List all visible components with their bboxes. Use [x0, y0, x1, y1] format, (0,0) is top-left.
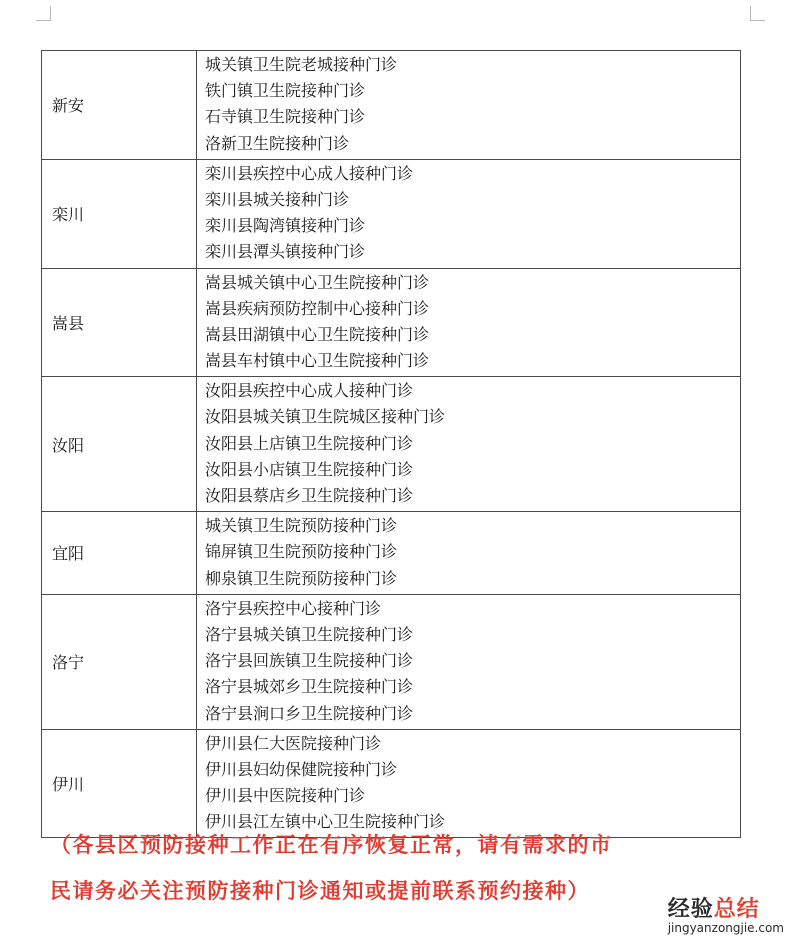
watermark-accent: 总结 — [713, 896, 760, 922]
clinic-item: 汝阳县城关镇卫生院城区接种门诊 — [205, 407, 446, 427]
clinic-item: 柳泉镇卫生院预防接种门诊 — [205, 568, 398, 588]
notice-line-1: （各县区预防接种工作正在有序恢复正常，请有需求的市 — [50, 833, 613, 857]
clinic-list-cell — [197, 159, 741, 268]
table-body — [42, 51, 741, 838]
clinic-item: 嵩县城关镇中心卫生院接种门诊 — [205, 272, 430, 292]
clinic-item: 城关镇卫生院预防接种门诊 — [205, 516, 398, 536]
county-cell: 栾川 — [42, 159, 197, 268]
clinic-list-cell — [197, 268, 741, 377]
watermark-url: jingyanzongjie.com — [667, 921, 784, 935]
clinic-item: 栾川县城关接种门诊 — [205, 189, 350, 209]
clinic-item: 汝阳县上店镇卫生院接种门诊 — [205, 433, 414, 453]
table-row — [42, 51, 741, 160]
clinic-item: 伊川县仁大医院接种门诊 — [205, 733, 382, 753]
clinic-item: 汝阳县疾控中心成人接种门诊 — [205, 381, 414, 401]
clinic-item: 汝阳县蔡店乡卫生院接种门诊 — [205, 486, 414, 505]
clinic-item: 洛新卫生院接种门诊 — [205, 133, 350, 153]
clinic-list-cell — [197, 51, 741, 160]
county-cell: 嵩县 — [42, 268, 197, 377]
notice-text — [50, 822, 770, 914]
clinic-item: 洛宁县疾控中心接种门诊 — [205, 598, 382, 618]
watermark-logo — [668, 892, 784, 935]
clinic-item: 洛宁县涧口乡卫生院接种门诊 — [205, 703, 414, 723]
vaccination-clinic-table — [41, 50, 741, 838]
clinic-item: 汝阳县小店镇卫生院接种门诊 — [205, 459, 414, 479]
clinic-item: 栾川县潭头镇接种门诊 — [205, 242, 366, 262]
clinic-item: 嵩县疾病预防控制中心接种门诊 — [205, 298, 430, 318]
table-row — [42, 159, 741, 268]
clinic-list-cell — [197, 594, 741, 729]
clinic-item: 伊川县妇幼保健院接种门诊 — [205, 759, 398, 779]
clinic-item: 嵩县田湖镇中心卫生院接种门诊 — [205, 324, 430, 344]
watermark-title — [668, 892, 784, 923]
clinic-item: 铁门镇卫生院接种门诊 — [205, 81, 366, 101]
county-cell: 宜阳 — [42, 512, 197, 595]
table-row — [42, 377, 741, 512]
clinic-item: 伊川县中医院接种门诊 — [205, 786, 366, 806]
county-cell: 新安 — [42, 51, 197, 160]
clinic-list-cell — [197, 377, 741, 512]
county-cell: 伊川 — [42, 729, 197, 838]
clinic-list-cell — [197, 512, 741, 595]
watermark-main: 经验 — [667, 896, 714, 922]
clinic-item: 石寺镇卫生院接种门诊 — [205, 107, 366, 127]
clinic-item: 洛宁县城关镇卫生院接种门诊 — [205, 624, 414, 644]
clinic-item: 洛宁县城郊乡卫生院接种门诊 — [205, 677, 414, 697]
county-cell: 洛宁 — [42, 594, 197, 729]
clinic-item: 洛宁县回族镇卫生院接种门诊 — [205, 651, 414, 671]
table-row — [42, 512, 741, 595]
page-corner-mark-top-right — [750, 6, 765, 21]
clinic-item: 城关镇卫生院老城接种门诊 — [205, 55, 398, 74]
clinic-item: 嵩县车村镇中心卫生院接种门诊 — [205, 351, 430, 371]
clinic-item: 栾川县疾控中心成人接种门诊 — [205, 163, 414, 183]
page-corner-mark-top-left — [36, 6, 51, 21]
table-row — [42, 594, 741, 729]
county-cell: 汝阳 — [42, 377, 197, 512]
notice-line-2: 民请务必关注预防接种门诊通知或提前联系预约接种） — [50, 879, 590, 903]
clinic-item: 栾川县陶湾镇接种门诊 — [205, 216, 366, 236]
clinic-item: 伊川县江左镇中心卫生院接种门诊 — [205, 812, 446, 832]
table-row — [42, 268, 741, 377]
clinic-item: 锦屏镇卫生院预防接种门诊 — [205, 542, 398, 562]
